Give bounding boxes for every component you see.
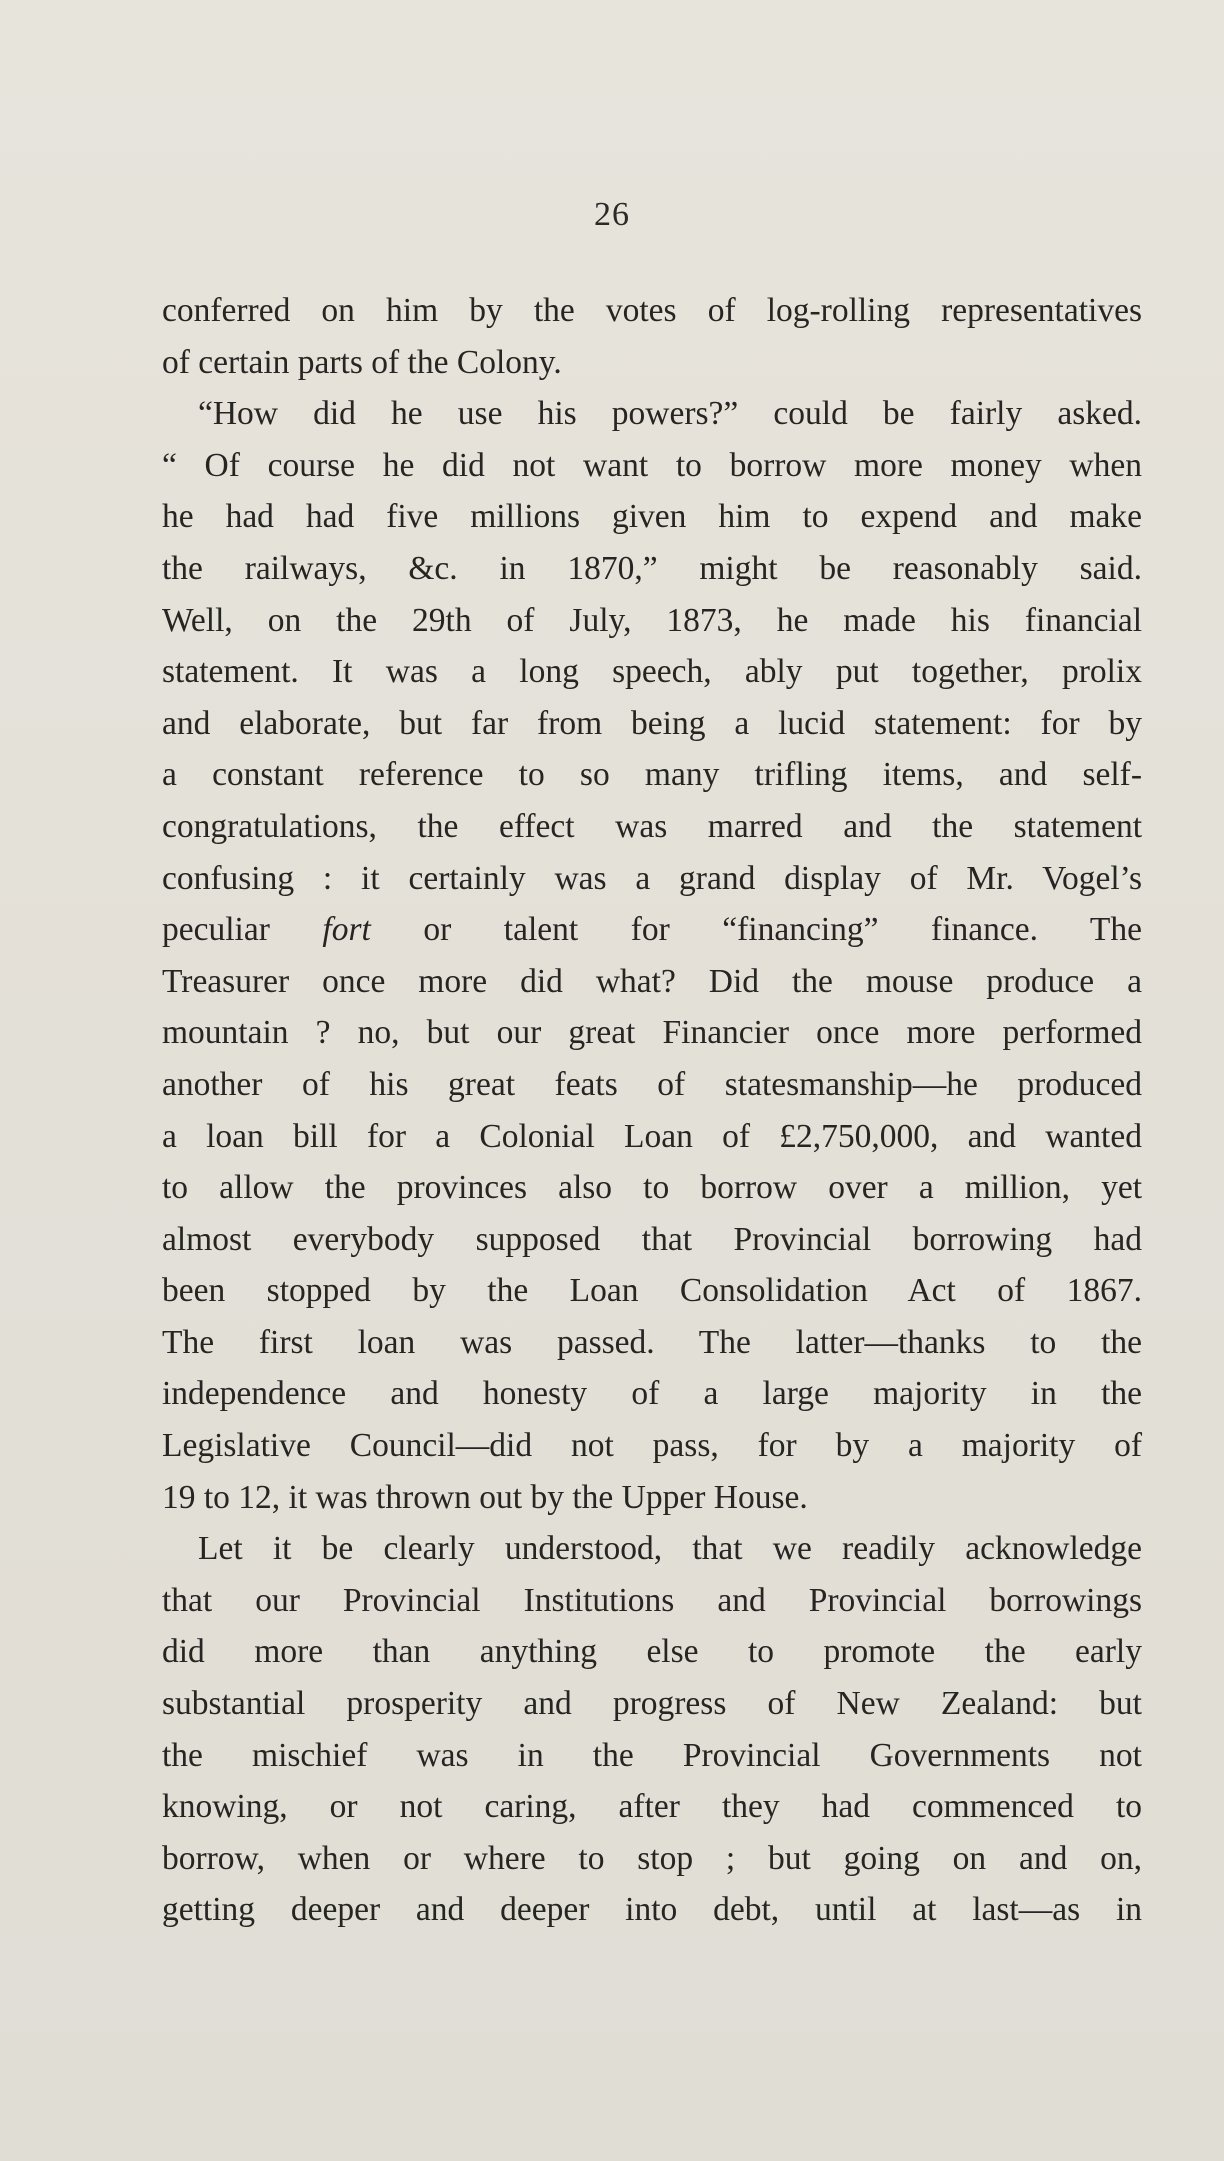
text-line: knowing, or not caring, after they had commenced to <box>162 1788 1142 1826</box>
text-line: of certain parts of the Colony. <box>162 343 562 381</box>
body-text <box>162 285 1142 1936</box>
text-line: Let it be clearly understood, that we readily acknowledge <box>198 1530 1142 1568</box>
page-number: 26 <box>594 196 630 233</box>
text-line: confusing : it certainly was a grand display of Mr. Vogel’s <box>162 859 1142 897</box>
text-line: he had had five millions given him to expend and make <box>162 498 1142 536</box>
text-line: “How did he use his powers?” could be fairly asked. <box>198 395 1142 433</box>
text-line: The first loan was passed. The latter—thanks to the <box>162 1323 1142 1361</box>
italic-word: fort <box>322 911 371 949</box>
text-line: “ Of course he did not want to borrow more money when <box>162 446 1142 484</box>
text-line: almost everybody supposed that Provincial borrowing had <box>162 1220 1142 1258</box>
text-line: a constant reference to so many trifling items, and self- <box>162 756 1142 794</box>
text-line: borrow, when or where to stop ; but going on and on, <box>162 1839 1142 1877</box>
text-line: been stopped by the Loan Consolidation Act of 1867. <box>162 1272 1142 1310</box>
text-line: the railways, &c. in 1870,” might be reasonably said. <box>162 549 1142 587</box>
text-line: statement. It was a long speech, ably put together, prolix <box>162 653 1142 691</box>
text-line: to allow the provinces also to borrow over a million, yet <box>162 1169 1142 1207</box>
text-line: independence and honesty of a large majority in the <box>162 1375 1142 1413</box>
text-line: and elaborate, but far from being a lucid statement: for by <box>162 704 1142 742</box>
text-line: substantial prosperity and progress of New Zealand: but <box>162 1685 1142 1723</box>
text-line: Treasurer once more did what? Did the mouse produce a <box>162 962 1142 1000</box>
text-line: Legislative Council—did not pass, for by a majority of <box>162 1427 1142 1465</box>
text-line-with-italic: peculiar fort or talent for “financing” finance. The <box>162 911 1142 949</box>
text-line: 19 to 12, it was thrown out by the Upper House. <box>162 1478 808 1516</box>
text-line: that our Provincial Institutions and Provincial borrowings <box>162 1581 1142 1619</box>
text-line: Well, on the 29th of July, 1873, he made his financial <box>162 601 1142 639</box>
text-line: another of his great feats of statesmanship—he produced <box>162 1065 1142 1103</box>
text-line: a loan bill for a Colonial Loan of £2,750,000, and wanted <box>162 1117 1142 1155</box>
text-line: getting deeper and deeper into debt, until at last—as in <box>162 1891 1142 1929</box>
text-line: congratulations, the effect was marred and the statement <box>162 807 1142 845</box>
text-line: conferred on him by the votes of log-rolling representatives <box>162 292 1142 329</box>
text-line: the mischief was in the Provincial Governments not <box>162 1736 1142 1774</box>
text-line: mountain ? no, but our great Financier once more performed <box>162 1014 1142 1052</box>
text-line: did more than anything else to promote the early <box>162 1633 1142 1671</box>
